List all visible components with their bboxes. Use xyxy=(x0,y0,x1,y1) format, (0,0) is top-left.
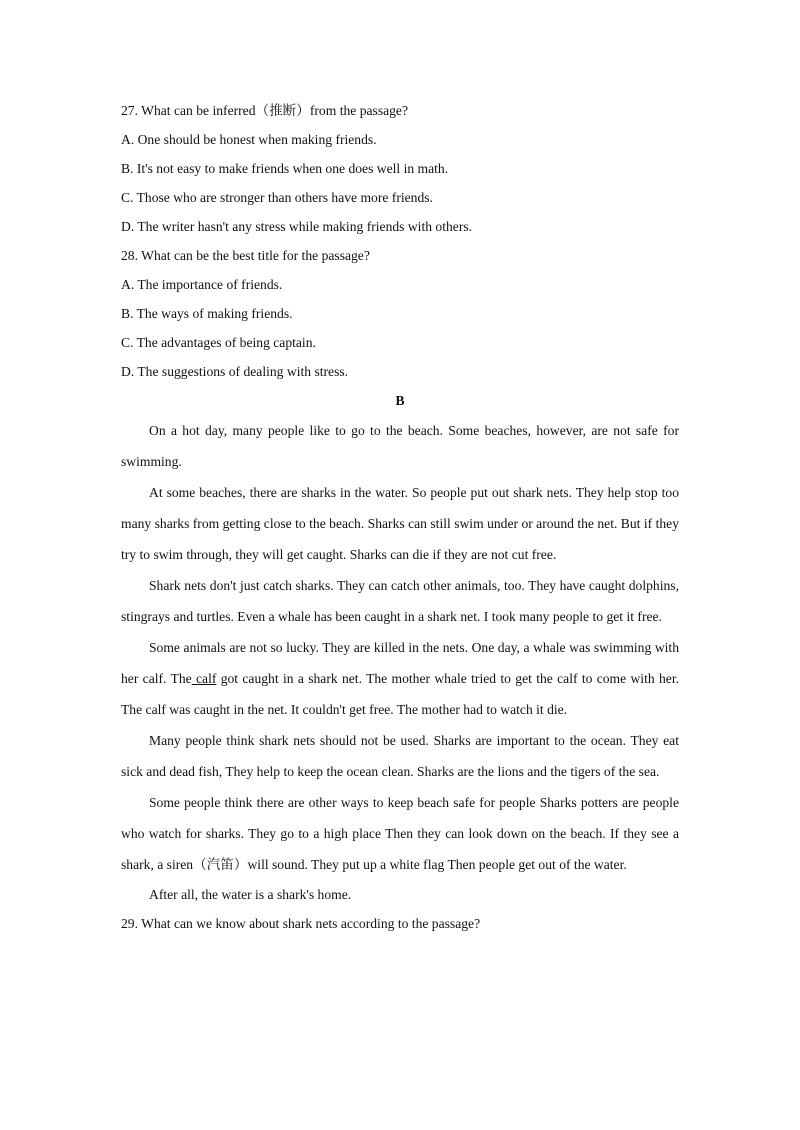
q27-option-a: A. One should be honest when making friends. xyxy=(121,132,377,147)
q28-option-c: C. The advantages of being captain. xyxy=(121,335,316,350)
passage-paragraph-6: Some people think there are other ways to keep beach safe for people Sharks potters are people who watch for sharks. They go to a high place Then they can look down on the beach. If they see a shark, a siren（汽笛）will sound. They put up a white flag Then people get out of the water. xyxy=(121,795,679,872)
question-28: 28. What can be the best title for the passage? xyxy=(121,248,370,263)
q27-option-c: C. Those who are stronger than others have more friends. xyxy=(121,190,433,205)
passage-paragraph-7: After all, the water is a shark's home. xyxy=(149,887,352,902)
passage-paragraph-4 xyxy=(121,632,679,725)
passage-paragraph-5: Many people think shark nets should not be used. Sharks are important to the ocean. They eat sick and dead fish, They help to keep the ocean clean. Sharks are the lions and the tigers of the sea. xyxy=(121,733,679,779)
q27-option-d: D. The writer hasn't any stress while making friends with others. xyxy=(121,219,473,234)
q28-option-a: A. The importance of friends. xyxy=(121,277,283,292)
p4-text-before: Some animals are not so lucky. They are killed in the nets. One day, a whale was swimming with her calf. The xyxy=(121,640,679,686)
question-27: 27. What can be inferred（推断）from the passage? xyxy=(121,103,409,118)
passage-paragraph-1: On a hot day, many people like to go to the beach. Some beaches, however, are not safe for swimming. xyxy=(121,423,679,469)
passage-paragraph-3: Shark nets don't just catch sharks. They can catch other animals, too. They have caught dolphins, stingrays and turtles. Even a whale has been caught in a shark net. I took many people to get it free. xyxy=(121,578,679,624)
worksheet-page xyxy=(121,96,679,938)
q28-option-b: B. The ways of making friends. xyxy=(121,306,293,321)
p4-text-after: got caught in a shark net. The mother whale tried to get the calf to come with her. The calf was caught in the net. It couldn't get free. The mother had to watch it die. xyxy=(121,671,679,717)
q28-option-d: D. The suggestions of dealing with stress. xyxy=(121,364,349,379)
passage-paragraph-2: At some beaches, there are sharks in the water. So people put out shark nets. They help stop too many sharks from getting close to the beach. Sharks can still swim under or around the net. But if they try to swim through, they will get caught. Sharks can die if they are not cut free. xyxy=(121,485,679,562)
q27-option-b: B. It's not easy to make friends when one does well in math. xyxy=(121,161,449,176)
section-b-heading: B xyxy=(395,393,405,408)
question-29: 29. What can we know about shark nets according to the passage? xyxy=(121,916,481,931)
underlined-word-calf: calf xyxy=(191,671,217,686)
